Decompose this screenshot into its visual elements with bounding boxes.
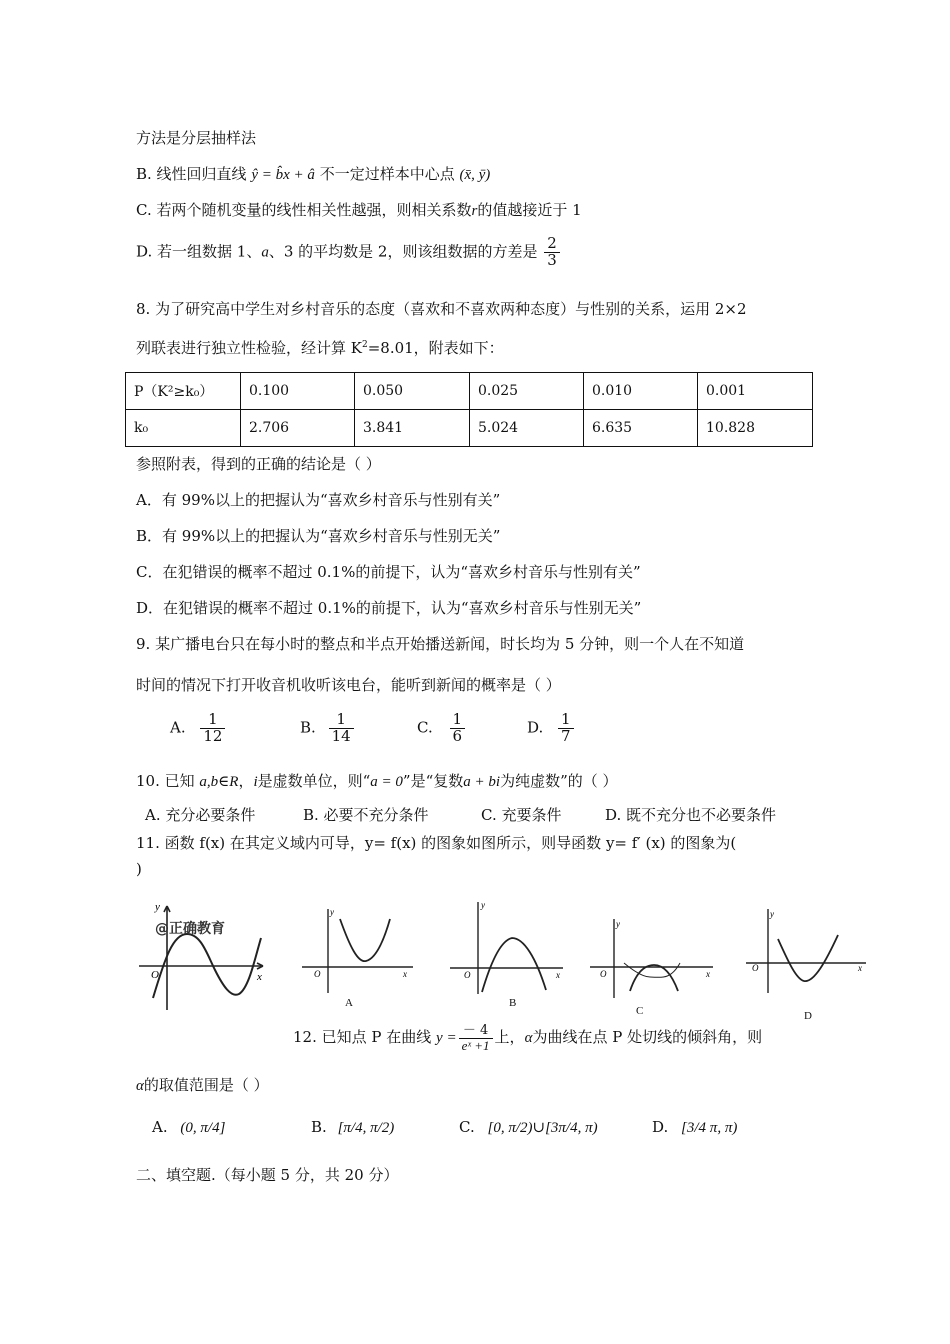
q12-option-c <box>459 1118 598 1137</box>
q9-option-a <box>170 712 227 745</box>
q12-alpha: α <box>524 1030 533 1047</box>
q11-graph-d-label: D <box>804 1010 812 1022</box>
q12-option-text: (0, π/4] <box>180 1120 226 1136</box>
frac-den: 12 <box>203 726 223 745</box>
q11-graph-a-label: A <box>345 997 353 1009</box>
axis-y-label: y <box>616 919 620 929</box>
q7-d-frac-den: 3 <box>547 250 557 269</box>
q8-option-b: B．有 99%以上的把握认为“喜欢乡村音乐与性别无关” <box>136 527 501 545</box>
origin-label: O <box>752 963 759 973</box>
q8-option-c: C．在犯错误的概率不超过 0.1%的前提下，认为“喜欢乡村音乐与性别有关” <box>136 563 641 581</box>
table-row <box>126 373 813 410</box>
q12-option-label: D. <box>652 1118 669 1136</box>
q10-stem-vars: a,b∈R <box>199 774 239 790</box>
q9-option-fraction <box>450 712 466 745</box>
frac-den: 6 <box>452 726 463 745</box>
q10-stem-z: a + bi <box>463 774 501 790</box>
axis-y-label: y <box>770 909 774 919</box>
q8-stem-line2-a: 列联表进行独立性检验，经计算 K <box>136 339 362 357</box>
q11-graph-b <box>446 898 568 996</box>
q8-stem-line1: 8. 为了研究高中学生对乡村音乐的态度（喜欢和不喜欢两种态度）与性别的关系，运用 2×2 <box>136 300 747 318</box>
q12-option-label: A. <box>152 1118 168 1136</box>
q11-graph-c-label: C <box>636 1005 644 1017</box>
q12-line2-b: 的取值范围是（ ） <box>143 1076 269 1094</box>
q12-option-b <box>311 1118 394 1137</box>
table-row <box>126 410 813 447</box>
q8-stem-line2-b: =8.01，附表如下： <box>367 339 504 357</box>
q12-option-d <box>652 1118 737 1137</box>
frac-num: 1 <box>450 712 466 729</box>
q12-option-text: [0, π/2)∪[3π/4, π) <box>487 1120 598 1136</box>
axis-x-label: x <box>858 963 862 973</box>
critical-value-table <box>125 372 813 447</box>
q12-y-eq: y = <box>436 1030 457 1047</box>
q9-option-label: A. <box>170 718 186 737</box>
frac-den: eˣ +1 <box>461 1037 490 1053</box>
q8-option-d: D．在犯错误的概率不超过 0.1%的前提下，认为“喜欢乡村音乐与性别无关” <box>136 599 642 617</box>
table-cell: 6.635 <box>584 410 698 447</box>
q10-stem-cond: a = 0 <box>370 774 403 790</box>
axis-x-label: x <box>556 970 560 980</box>
origin-label: O <box>464 970 471 980</box>
q7-option-c <box>136 199 582 220</box>
q9-option-label: C. <box>417 718 433 737</box>
frac-den: 7 <box>561 726 571 745</box>
frac-num: － 4 <box>459 1024 493 1039</box>
q12-option-label: C. <box>459 1118 475 1136</box>
q7-option-d <box>136 236 562 269</box>
q12-stem-line2 <box>136 1074 269 1095</box>
q7-d-var: a <box>261 244 269 261</box>
table-cell: 3.841 <box>355 410 470 447</box>
q10-option-b: B. 必要不充分条件 <box>303 806 429 824</box>
watermark-text: @正确教育 <box>155 921 225 937</box>
section-2-heading: 二、填空题.（每小题 5 分，共 20 分） <box>136 1166 399 1184</box>
q8-prompt: 参照附表，得到的正确的结论是（ ） <box>136 455 381 473</box>
q8-stem-sup: 2 <box>361 340 368 350</box>
q12-option-text: [π/4, π/2) <box>337 1120 395 1136</box>
q9-option-fraction <box>558 712 574 745</box>
q7-line-a-tail: 方法是分层抽样法 <box>136 129 257 147</box>
origin-label: O <box>600 969 607 979</box>
origin-label: O <box>151 969 159 981</box>
q9-stem-line2: 时间的情况下打开收音机收听该电台，能听到新闻的概率是（ ） <box>136 676 561 694</box>
q9-option-d <box>527 712 576 745</box>
q9-stem-line1: 9. 某广播电台只在每小时的整点和半点开始播送新闻，时长均为 5 分钟，则一个人在不知道 <box>136 635 745 653</box>
q7-option-b <box>136 163 490 184</box>
q9-option-fraction <box>329 712 354 745</box>
q7-d-fraction <box>544 236 560 269</box>
q12-stem-line1 <box>293 1024 762 1052</box>
q7-d-prefix: D. 若一组数据 1、 <box>136 242 262 261</box>
axis-y-label: y <box>155 901 160 913</box>
axis-y-label: y <box>481 900 485 910</box>
axis-x-label: x <box>706 969 710 979</box>
q12-option-text: [3/4 π, π) <box>681 1120 738 1136</box>
table-row-head: k₀ <box>126 410 241 447</box>
q7-c-var: r <box>471 203 478 219</box>
q11-stem-line1: 11. 函数 f(x) 在其定义域内可导，y= f(x) 的图象如图所示，则导函数 y= f′ (x) 的图象为( <box>136 834 737 852</box>
axis-x-label: x <box>403 969 407 979</box>
q7-b-formula: ŷ = b̂x + â <box>251 167 315 183</box>
frac-num: 1 <box>200 712 225 729</box>
table-row-head: P（K²≥k₀） <box>126 373 241 410</box>
q11-graph-c <box>586 915 718 1000</box>
q12-option-a <box>152 1118 225 1137</box>
q7-b-prefix: B. 线性回归直线 <box>136 165 247 183</box>
q10-stem-a: 10. 已知 <box>136 772 195 790</box>
q10-stem-e: 为纯虚数”的（ ） <box>500 772 618 790</box>
q10-option-d: D. 既不充分也不必要条件 <box>605 806 777 824</box>
q12-stem-b: 上， <box>494 1028 525 1047</box>
q10-stem-i: i <box>253 774 258 790</box>
table-cell: 0.050 <box>355 373 470 410</box>
q9-option-label: B. <box>300 718 316 737</box>
origin-label: O <box>314 969 321 979</box>
table-cell: 2.706 <box>241 410 355 447</box>
q8-option-a: A．有 99%以上的把握认为“喜欢乡村音乐与性别有关” <box>136 491 501 509</box>
axis-x-label: x <box>257 971 262 983</box>
q11-graph-b-label: B <box>509 997 517 1009</box>
table-cell: 0.025 <box>470 373 584 410</box>
q7-d-frac-num: 2 <box>544 236 560 253</box>
q10-stem <box>136 770 618 791</box>
q7-b-point: (x̄, ȳ) <box>459 167 491 183</box>
table-cell: 10.828 <box>698 410 813 447</box>
q12-fraction <box>459 1024 493 1052</box>
q12-stem-a: 12. 已知点 P 在曲线 <box>293 1028 432 1047</box>
q10-option-a: A. 充分必要条件 <box>145 806 256 824</box>
q10-stem-d: ”是“复数 <box>402 772 464 790</box>
q9-option-fraction <box>200 712 225 745</box>
q7-c-tail: 的值越接近于 1 <box>477 201 582 219</box>
q12-stem-c: 为曲线在点 P 处切线的倾斜角，则 <box>532 1028 763 1047</box>
q9-option-c <box>417 712 467 745</box>
table-cell: 0.010 <box>584 373 698 410</box>
axis-y-label: y <box>330 907 334 917</box>
table-cell: 0.100 <box>241 373 355 410</box>
q10-stem-c: 是虚数单位，则“ <box>257 772 371 790</box>
table-cell: 0.001 <box>698 373 813 410</box>
q10-option-c: C. 充要条件 <box>481 806 562 824</box>
q10-stem-b: ， <box>238 772 254 790</box>
frac-num: 1 <box>329 712 354 729</box>
frac-num: 1 <box>558 712 574 729</box>
frac-den: 14 <box>331 726 351 745</box>
q12-alpha: α <box>136 1078 144 1094</box>
q12-option-label: B. <box>311 1118 327 1136</box>
q7-d-mid: 、3 的平均数是 2，则该组数据的方差是 <box>268 242 538 261</box>
q7-b-middle: 不一定过样本中心点 <box>319 165 455 183</box>
q9-option-label: D. <box>527 718 544 737</box>
table-cell: 5.024 <box>470 410 584 447</box>
q11-original-graph <box>135 898 270 1013</box>
q8-stem-line2 <box>136 337 504 358</box>
q11-graph-d <box>742 905 870 995</box>
q11-graph-a <box>298 905 418 995</box>
q9-option-b <box>300 712 356 745</box>
q11-stem-line2: ) <box>136 860 142 878</box>
q7-c-text: C. 若两个随机变量的线性相关性越强，则相关系数 <box>136 201 472 219</box>
